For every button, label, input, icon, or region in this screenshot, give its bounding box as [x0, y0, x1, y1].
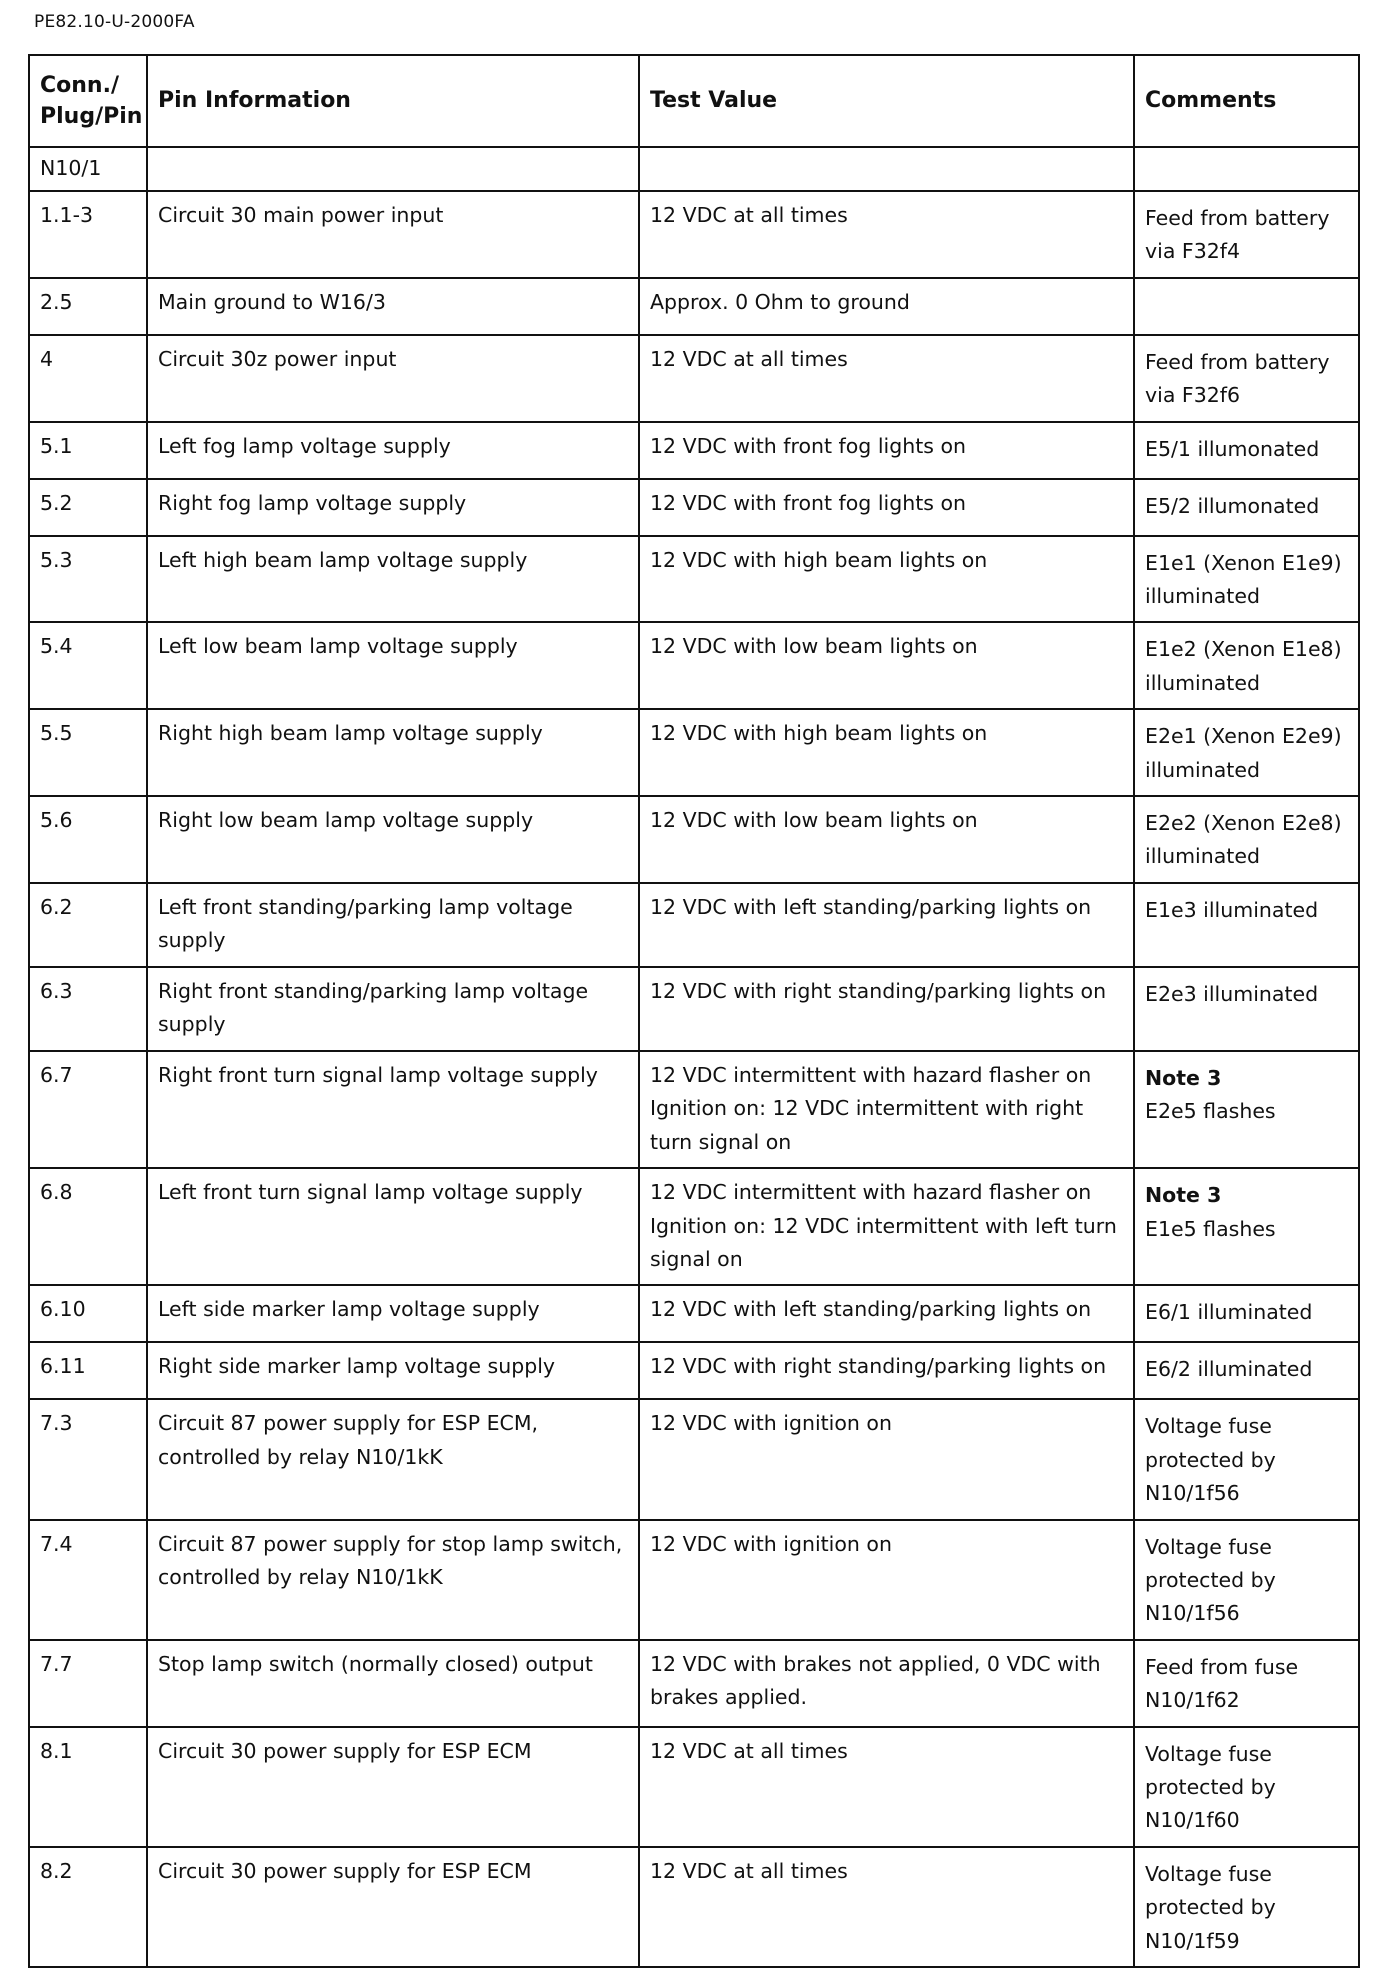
comment-text: Feed from fuse N10/1f62: [1145, 1654, 1305, 1713]
test-value-cell-text: 12 VDC with ignition on: [650, 1531, 892, 1556]
comment-text: E5/2 illumonated: [1145, 493, 1320, 518]
pin-info-cell: [147, 1168, 639, 1285]
table-header-row: [29, 55, 1359, 147]
comment-cell: [1134, 967, 1359, 1051]
test-value-cell: [639, 479, 1134, 536]
pin-cell: [29, 1640, 147, 1727]
test-value-cell-text: 12 VDC intermittent with hazard flasher on Ignition on: 12 VDC intermittent with right turn signal on: [650, 1062, 1098, 1154]
table-row: [29, 1399, 1359, 1519]
test-value-cell-text: 12 VDC at all times: [650, 1738, 848, 1763]
test-value-cell: [639, 1399, 1134, 1519]
pin-cell-text: 5.5: [40, 721, 73, 746]
header-pin-information: Pin Information: [147, 55, 639, 147]
pin-cell-text: 5.4: [40, 634, 73, 659]
test-value-cell-text: 12 VDC intermittent with hazard flasher on Ignition on: 12 VDC intermittent with left turn signal on: [650, 1180, 1124, 1271]
comment-cell: [1134, 1399, 1359, 1519]
pin-info-cell-text: Right high beam lamp voltage supply: [158, 721, 543, 746]
pin-cell-text: 4: [40, 346, 54, 371]
comment-text: Voltage fuse protected by N10/1f59: [1145, 1861, 1283, 1953]
comment-text: Voltage fuse protected by N10/1f60: [1145, 1741, 1283, 1833]
pin-cell: [29, 1051, 147, 1168]
pin-cell: [29, 709, 147, 796]
pin-cell-text: 6.2: [40, 894, 73, 919]
table-row: [29, 967, 1359, 1051]
table-row: [29, 883, 1359, 967]
table-row: [29, 1342, 1359, 1399]
pin-info-cell: [147, 1640, 639, 1727]
comment-text: E2e5 flashes: [1145, 1099, 1276, 1124]
plug-empty-cell: [639, 147, 1134, 191]
pin-info-cell: [147, 1285, 639, 1342]
pin-info-cell: [147, 883, 639, 967]
table-row: [29, 709, 1359, 796]
pin-cell: [29, 1342, 147, 1399]
comment-text: E2e2 (Xenon E2e8) illuminated: [1145, 811, 1349, 869]
pin-info-cell-text: Left side marker lamp voltage supply: [158, 1297, 540, 1322]
table-row: [29, 278, 1359, 335]
pin-info-cell-text: Circuit 87 power supply for stop lamp switch, controlled by relay N10/1kK: [158, 1531, 629, 1589]
pin-table: [28, 54, 1360, 1968]
test-value-cell: [639, 191, 1134, 278]
pin-cell-text: 8.2: [40, 1858, 73, 1883]
pin-cell: [29, 622, 147, 709]
table-row: [29, 1051, 1359, 1168]
test-value-cell: [639, 967, 1134, 1051]
pin-info-cell-text: Circuit 30 power supply for ESP ECM: [158, 1738, 532, 1763]
table-row: [29, 622, 1359, 709]
test-value-cell: [639, 709, 1134, 796]
pin-cell: [29, 1847, 147, 1967]
pin-cell-text: 1.1-3: [40, 203, 94, 227]
pin-info-cell: [147, 796, 639, 883]
pin-cell: [29, 967, 147, 1051]
test-value-cell: [639, 1847, 1134, 1967]
comment-text: E1e1 (Xenon E1e9) illuminated: [1145, 550, 1349, 609]
test-value-cell-text: 12 VDC with front fog lights on: [650, 490, 966, 515]
table-row: [29, 796, 1359, 883]
test-value-cell-text: 12 VDC with brakes not applied, 0 VDC with brakes applied.: [650, 1651, 1108, 1710]
pin-info-cell-text: Circuit 87 power supply for ESP ECM, controlled by relay N10/1kK: [158, 1411, 545, 1469]
header-comments: Comments: [1134, 55, 1359, 147]
test-value-cell-text: 12 VDC with ignition on: [650, 1411, 892, 1436]
comment-cell: [1134, 1342, 1359, 1399]
comment-text: E2e1 (Xenon E2e9) illuminated: [1145, 724, 1349, 782]
pin-info-cell: [147, 1399, 639, 1519]
test-value-cell-text: 12 VDC with high beam lights on: [650, 721, 988, 746]
test-value-cell-text: 12 VDC at all times: [650, 203, 848, 227]
comment-cell: [1134, 709, 1359, 796]
table-body: [29, 147, 1359, 1967]
pin-info-cell: [147, 278, 639, 335]
pin-info-cell: [147, 622, 639, 709]
test-value-cell-text: Approx. 0 Ohm to ground: [650, 289, 910, 314]
comment-text: E5/1 illumonated: [1145, 436, 1320, 461]
pin-info-cell: [147, 1342, 639, 1399]
table-row: [29, 1847, 1359, 1967]
test-value-cell-text: 12 VDC at all times: [650, 1858, 848, 1883]
pin-cell: [29, 479, 147, 536]
test-value-cell: [639, 1727, 1134, 1847]
comment-cell: [1134, 796, 1359, 883]
pin-info-cell-text: Left high beam lamp voltage supply: [158, 547, 528, 572]
plug-row: [29, 147, 1359, 191]
pin-info-cell-text: Right side marker lamp voltage supply: [158, 1354, 556, 1379]
pin-cell: [29, 278, 147, 335]
header-test-value: Test Value: [639, 55, 1134, 147]
pin-info-cell: [147, 967, 639, 1051]
comment-cell: [1134, 536, 1359, 623]
test-value-cell: [639, 278, 1134, 335]
comment-cell: [1134, 622, 1359, 709]
comment-cell: [1134, 1168, 1359, 1285]
test-value-cell: [639, 1342, 1134, 1399]
pin-cell: [29, 422, 147, 479]
table-row: [29, 1640, 1359, 1727]
test-value-cell: [639, 622, 1134, 709]
table-row: [29, 1727, 1359, 1847]
comment-text: Voltage fuse protected by N10/1f56: [1145, 1414, 1283, 1506]
comment-cell: [1134, 1520, 1359, 1640]
note-label: Note 3: [1145, 1065, 1222, 1090]
comment-cell: [1134, 1051, 1359, 1168]
comment-cell: [1134, 1640, 1359, 1727]
comment-cell: [1134, 191, 1359, 278]
comment-cell: [1134, 422, 1359, 479]
comment-text: Feed from battery via F32f4: [1145, 206, 1337, 264]
plug-cell: N10/1: [29, 147, 147, 191]
test-value-cell: [639, 1168, 1134, 1285]
pin-info-cell-text: Left low beam lamp voltage supply: [158, 634, 518, 659]
test-value-cell: [639, 1640, 1134, 1727]
pin-cell-text: 8.1: [40, 1738, 73, 1763]
test-value-cell: [639, 1051, 1134, 1168]
pin-info-cell-text: Main ground to W16/3: [158, 289, 386, 314]
pin-cell-text: 6.10: [40, 1297, 86, 1322]
pin-cell: [29, 335, 147, 422]
test-value-cell-text: 12 VDC with left standing/parking lights on: [650, 894, 1092, 919]
pin-info-cell: [147, 335, 639, 422]
comment-cell: [1134, 479, 1359, 536]
pin-cell: [29, 1285, 147, 1342]
table-row: [29, 1168, 1359, 1285]
pin-info-cell: [147, 479, 639, 536]
test-value-cell-text: 12 VDC at all times: [650, 346, 848, 371]
pin-info-cell: [147, 536, 639, 623]
pin-cell: [29, 1399, 147, 1519]
pin-info-cell: [147, 1727, 639, 1847]
comment-cell: [1134, 335, 1359, 422]
pin-cell-text: 7.3: [40, 1411, 73, 1436]
pin-info-cell: [147, 1847, 639, 1967]
comment-text: E1e2 (Xenon E1e8) illuminated: [1145, 637, 1349, 695]
test-value-cell: [639, 536, 1134, 623]
comment-cell: [1134, 1727, 1359, 1847]
comment-text: E6/1 illuminated: [1145, 1300, 1313, 1325]
note-label: Note 3: [1145, 1183, 1222, 1208]
pin-cell-text: 6.8: [40, 1180, 73, 1205]
pin-info-cell-text: Left fog lamp voltage supply: [158, 433, 451, 458]
test-value-cell-text: 12 VDC with low beam lights on: [650, 634, 978, 659]
pin-info-cell-text: Right fog lamp voltage supply: [158, 490, 467, 515]
pin-cell-text: 5.3: [40, 547, 73, 572]
test-value-cell: [639, 796, 1134, 883]
table-row: [29, 1520, 1359, 1640]
pin-cell: [29, 1520, 147, 1640]
pin-cell-text: 7.4: [40, 1531, 73, 1556]
pin-cell: [29, 1727, 147, 1847]
comment-cell: [1134, 278, 1359, 335]
pin-info-cell-text: Left front standing/parking lamp voltage supply: [158, 894, 580, 953]
pin-info-cell-text: Stop lamp switch (normally closed) output: [158, 1651, 593, 1676]
pin-cell: [29, 191, 147, 278]
test-value-cell-text: 12 VDC with front fog lights on: [650, 433, 966, 458]
header-conn-plug-pin: Conn./ Plug/Pin: [29, 55, 147, 147]
pin-info-cell: [147, 709, 639, 796]
table-row: [29, 479, 1359, 536]
pin-info-cell: [147, 1051, 639, 1168]
comment-cell: [1134, 1847, 1359, 1967]
comment-text: E6/2 illuminated: [1145, 1357, 1313, 1382]
pin-info-cell: [147, 422, 639, 479]
pin-cell: [29, 536, 147, 623]
table-row: [29, 191, 1359, 278]
comment-cell: [1134, 1285, 1359, 1342]
pin-cell-text: 5.2: [40, 490, 73, 515]
pin-info-cell-text: Circuit 30 main power input: [158, 203, 444, 227]
comment-text: E2e3 illuminated: [1145, 981, 1319, 1006]
pin-info-cell-text: Right front turn signal lamp voltage supply: [158, 1062, 598, 1087]
pin-cell-text: 6.7: [40, 1062, 73, 1087]
pin-info-cell-text: Circuit 30 power supply for ESP ECM: [158, 1858, 532, 1883]
test-value-cell: [639, 422, 1134, 479]
pin-info-cell: [147, 191, 639, 278]
table-row: [29, 1285, 1359, 1342]
test-value-cell: [639, 1285, 1134, 1342]
pin-info-cell-text: Right low beam lamp voltage supply: [158, 808, 534, 833]
test-value-cell: [639, 883, 1134, 967]
test-value-cell-text: 12 VDC with left standing/parking lights on: [650, 1297, 1092, 1322]
table-row: [29, 536, 1359, 623]
pin-cell: [29, 1168, 147, 1285]
comment-text: Voltage fuse protected by N10/1f56: [1145, 1534, 1283, 1626]
pin-info-cell: [147, 1520, 639, 1640]
pin-info-cell-text: Circuit 30z power input: [158, 346, 397, 371]
comment-cell: [1134, 883, 1359, 967]
pin-cell-text: 2.5: [40, 289, 73, 314]
test-value-cell-text: 12 VDC with right standing/parking lights on: [650, 1354, 1107, 1379]
comment-text: E1e3 illuminated: [1145, 897, 1319, 922]
test-value-cell-text: 12 VDC with high beam lights on: [650, 547, 988, 572]
pin-info-cell-text: Right front standing/parking lamp voltage supply: [158, 978, 595, 1037]
comment-text: Feed from battery via F32f6: [1145, 349, 1337, 408]
pin-cell: [29, 796, 147, 883]
test-value-cell-text: 12 VDC with right standing/parking lights on: [650, 978, 1107, 1003]
test-value-cell: [639, 335, 1134, 422]
document-id: PE82.10-U-2000FA: [34, 12, 195, 32]
table-row: [29, 422, 1359, 479]
pin-cell-text: 5.1: [40, 433, 73, 458]
table-row: [29, 335, 1359, 422]
test-value-cell: [639, 1520, 1134, 1640]
pin-cell-text: 5.6: [40, 808, 73, 833]
plug-empty-cell: [147, 147, 639, 191]
pin-cell-text: 6.11: [40, 1354, 86, 1379]
plug-empty-cell: [1134, 147, 1359, 191]
pin-cell: [29, 883, 147, 967]
pin-cell-text: 6.3: [40, 978, 73, 1003]
test-value-cell-text: 12 VDC with low beam lights on: [650, 808, 978, 833]
comment-text: E1e5 flashes: [1145, 1216, 1276, 1241]
pin-info-cell-text: Left front turn signal lamp voltage supply: [158, 1180, 583, 1205]
pin-cell-text: 7.7: [40, 1651, 73, 1676]
